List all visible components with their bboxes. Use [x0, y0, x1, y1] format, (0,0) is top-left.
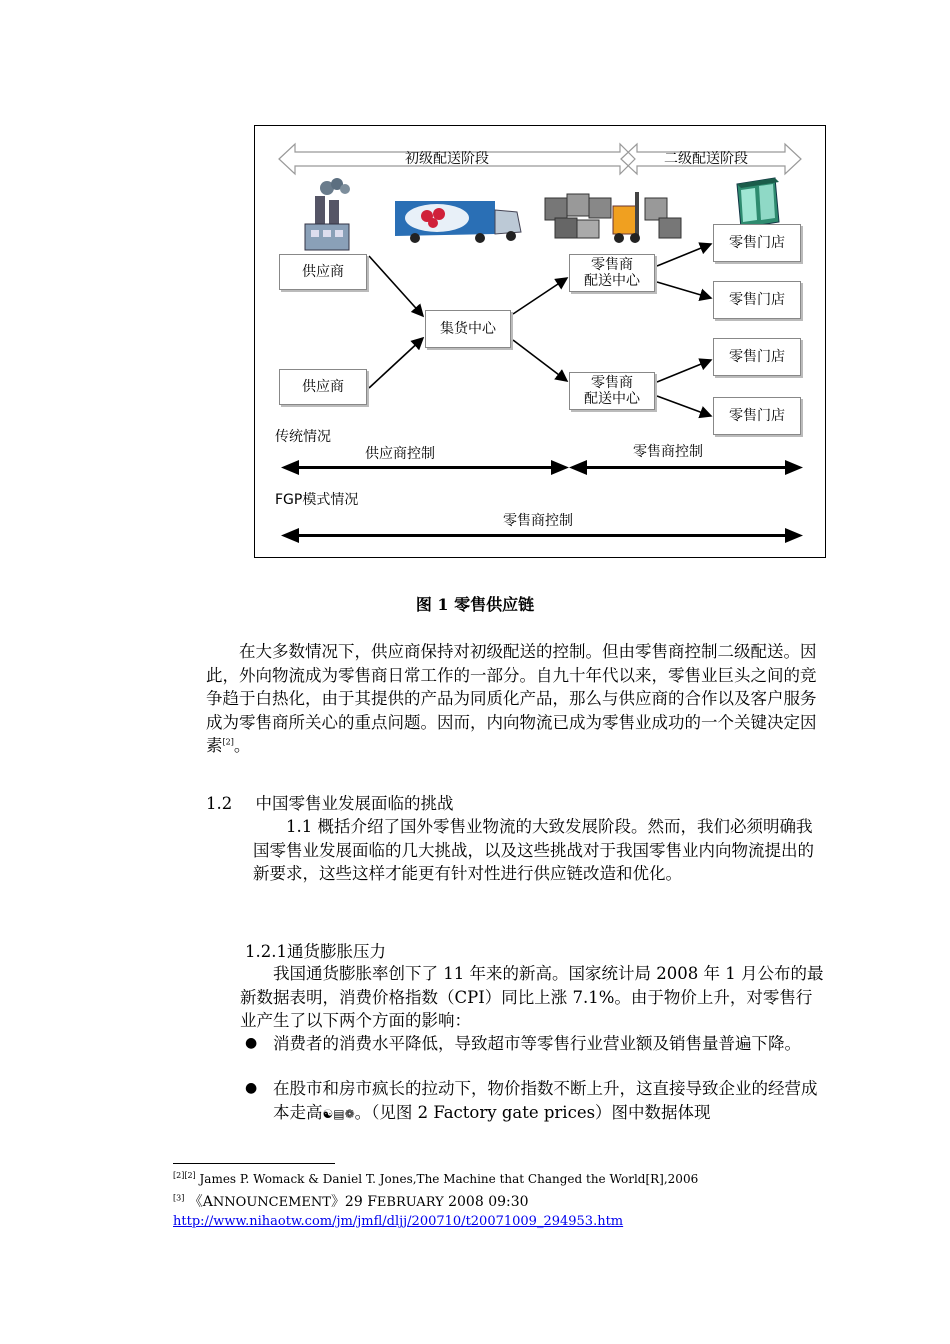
- paragraph-3: [240, 962, 825, 1033]
- paragraph-3-text: 我国通货膨胀率创下了 11 年来的新高。国家统计局 2008 年 1 月公布的最新数据表明，消费价格指数（CPI）同比上涨 7.1%。由于物价上升，对零售行业产生了以下两个方面的影响：: [240, 964, 824, 1030]
- hub-label: 集货中心: [440, 321, 496, 337]
- delivery-truck-icon: [395, 201, 521, 243]
- dc-2-line2: 配送中心: [584, 391, 640, 407]
- store-node-2: [713, 281, 801, 319]
- footnote-3-text-e: 2008 09:30: [443, 1194, 529, 1210]
- footnote-3-text-c: 》29 F: [330, 1194, 377, 1210]
- retail-dc-node-2: [569, 372, 655, 410]
- supplier-label-1: 供应商: [302, 264, 344, 280]
- store-node-3: [713, 338, 801, 376]
- paragraph-2: [253, 815, 825, 886]
- footnote-3: [173, 1194, 529, 1211]
- footnote-2: [173, 1171, 698, 1187]
- bullet-text-1: 消费者的消费水平降低，导致超市等零售行业营业额及销售量普遍下降。: [273, 1034, 801, 1053]
- footnote-3-text-b: NNOUNCEMENT: [212, 1195, 331, 1210]
- supplier-node-1: [279, 254, 367, 290]
- footnote-3-mark: [3]: [173, 1193, 185, 1203]
- fgp-label: FGP模式情况: [275, 492, 359, 508]
- control-arrows: [281, 460, 803, 543]
- figure-caption: 图 1 零售供应链: [415, 595, 535, 614]
- reference-mark-2[interactable]: [2]: [222, 737, 234, 747]
- bullet-text-2: [273, 1077, 829, 1126]
- paragraph-1-text: 在大多数情况下，供应商保持对初级配送的控制。但由零售商控制二级配送。因此，外向物流成为零售商日常工作的一部分。自九十年代以来，零售业巨头之间的竞争趋于白热化，由于其提供的产品为同质化产品，那么与供应商的合作以及客户服务成为零售商所关心的重点问题。因而，内向物流已成为零售业成功的一个关键决定因素: [206, 642, 817, 755]
- retailer-control-label-1: 零售商控制: [633, 444, 703, 460]
- store-node-1: [713, 224, 801, 262]
- section-title: 中国零售业发展面临的挑战: [255, 794, 454, 813]
- section-number: 1.2: [206, 794, 233, 813]
- store-node-4: [713, 397, 801, 435]
- footnote-2-text: James P. Womack & Daniel T. Jones,The Machine that Changed the World[R],2006: [195, 1172, 699, 1186]
- secondary-stage-label: 二级配送阶段: [664, 151, 748, 167]
- bullet-dot-icon: ●: [245, 1035, 258, 1051]
- dc-2-line1: 零售商: [591, 375, 633, 391]
- store-label-3: 零售门店: [729, 349, 785, 365]
- factory-icon: [305, 178, 350, 250]
- bullet-item-2: [245, 1077, 830, 1125]
- supply-chain-figure: [254, 125, 826, 558]
- bullet-text-2a: 在股市和房市疯长的拉动下，物价指数不断上升，这直接导致企业的经营成本走高: [273, 1079, 818, 1122]
- hub-node: [425, 310, 511, 348]
- footnote-3-text-d: EBRUARY: [376, 1195, 444, 1210]
- supplier-label-2: 供应商: [302, 379, 344, 395]
- footnote-3-url-link[interactable]: http://www.nihaotw.com/jm/jmfl/dljj/200710/t20071009_294953.htm: [173, 1214, 624, 1229]
- store-label-1: 零售门店: [729, 235, 785, 251]
- section-heading-1-2-1: 1.2.1通货膨胀压力: [245, 942, 386, 961]
- supplier-node-2: [279, 369, 367, 405]
- retailer-control-label-2: 零售商控制: [503, 513, 573, 529]
- dc-1-line2: 配送中心: [584, 273, 640, 289]
- dc-1-line1: 零售商: [591, 257, 633, 273]
- bullet-text-2b: 。（见图 2 Factory gate prices）图中数据体现: [354, 1102, 711, 1122]
- paragraph-1: [206, 640, 826, 758]
- primary-stage-label: 初级配送阶段: [405, 151, 489, 167]
- store-label-2: 零售门店: [729, 292, 785, 308]
- paragraph-2-text: 1.1 概括介绍了国外零售业物流的大致发展阶段。然而，我们必须明确我国零售业发展面临的几大挑战，以及这些挑战对于我国零售业内向物流提出的新要求，这些这样才能更有针对性进行供应链改造和优化。: [253, 817, 814, 883]
- bullet-dot-icon: ●: [245, 1080, 258, 1096]
- store-label-4: 零售门店: [729, 408, 785, 424]
- footnote-3-link-line: [173, 1213, 623, 1230]
- flow-arrows: [369, 244, 711, 416]
- bullet-item-1: [245, 1032, 830, 1080]
- warehouse-forklift-icon: [545, 192, 681, 243]
- garbled-glyphs-icon: ☯▤❁: [322, 1106, 355, 1121]
- traditional-label: 传统情况: [275, 429, 331, 445]
- paragraph-1-end: 。: [233, 736, 251, 755]
- footnote-2-mark: [2][2]: [173, 1171, 196, 1180]
- retail-dc-node-1: [569, 254, 655, 292]
- supplier-control-label: 供应商控制: [365, 446, 435, 462]
- section-heading-1-2: [206, 790, 806, 814]
- footnote-3-text-a: 《A: [184, 1194, 213, 1210]
- footnote-separator: [173, 1163, 335, 1164]
- store-building-icon: [737, 178, 779, 228]
